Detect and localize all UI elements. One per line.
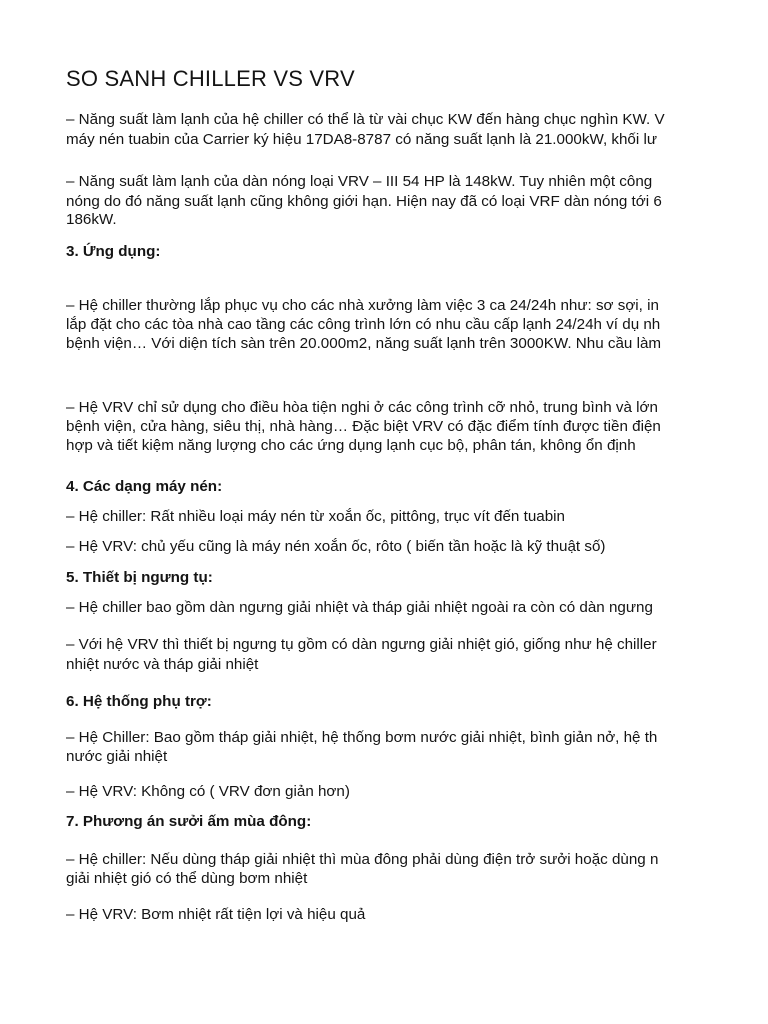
section-heading-ung-dung: 3. Ứng dụng: bbox=[66, 243, 161, 260]
paragraph-line: – Hệ VRV: chủ yếu cũng là máy nén xoắn ốc, rôto ( biến tần hoặc là kỹ thuật số) bbox=[66, 538, 606, 555]
paragraph-line: – Năng suất làm lạnh của hệ chiller có thể là từ vài chục KW đến hàng chục nghìn KW. V bbox=[66, 111, 665, 128]
paragraph-line: – Hệ chiller thường lắp phục vụ cho các nhà xưởng làm việc 3 ca 24/24h như: sơ sợi, in bbox=[66, 297, 659, 314]
paragraph-line: – Với hệ VRV thì thiết bị ngưng tụ gồm có dàn ngưng giải nhiệt gió, giống như hệ chiller bbox=[66, 636, 657, 653]
paragraph-line: – Hệ chiller: Rất nhiều loại máy nén từ xoắn ốc, pittông, trục vít đến tuabin bbox=[66, 508, 565, 525]
paragraph-line: – Hệ VRV: Không có ( VRV đơn giản hơn) bbox=[66, 783, 350, 800]
paragraph-line: nhiệt nước và tháp giải nhiệt bbox=[66, 656, 259, 673]
section-heading-may-nen: 4. Các dạng máy nén: bbox=[66, 478, 223, 495]
paragraph-line: nóng do đó năng suất lạnh cũng không giới hạn. Hiện nay đã có loại VRF dàn nóng tới 6 bbox=[66, 193, 662, 210]
paragraph-line: – Hệ chiller bao gồm dàn ngưng giải nhiệt và tháp giải nhiệt ngoài ra còn có dàn ngưng bbox=[66, 599, 653, 616]
paragraph-line: bệnh viện, cửa hàng, siêu thị, nhà hàng… Đặc biệt VRV có đặc điểm tính được tiền điện bbox=[66, 418, 661, 435]
paragraph-line: – Hệ Chiller: Bao gồm tháp giải nhiệt, hệ thống bơm nước giải nhiệt, bình giản nở, hệ th bbox=[66, 729, 658, 746]
paragraph-line: giải nhiệt gió có thể dùng bơm nhiệt bbox=[66, 870, 308, 887]
paragraph-line: nước giải nhiệt bbox=[66, 748, 168, 765]
paragraph-line: – Năng suất làm lạnh của dàn nóng loại VRV – III 54 HP là 148kW. Tuy nhiên một công bbox=[66, 173, 653, 190]
paragraph-line: máy nén tuabin của Carrier ký hiệu 17DA8-8787 có năng suất lạnh là 21.000kW, khối lư bbox=[66, 131, 658, 148]
paragraph-line: 186kW. bbox=[66, 211, 117, 228]
paragraph-line: – Hệ chiller: Nếu dùng tháp giải nhiệt thì mùa đông phải dùng điện trở sưởi hoặc dùng n bbox=[66, 851, 659, 868]
paragraph-line: – Hệ VRV: Bơm nhiệt rất tiện lợi và hiệu quả bbox=[66, 906, 366, 923]
section-heading-suoi-am: 7. Phương án sưởi ấm mùa đông: bbox=[66, 813, 312, 830]
section-heading-ngung-tu: 5. Thiết bị ngưng tụ: bbox=[66, 569, 213, 586]
paragraph-line: hợp và tiết kiệm năng lượng cho các ứng dụng lạnh cục bộ, phân tán, không ổn định bbox=[66, 437, 636, 454]
section-heading-phu-tro: 6. Hệ thống phụ trợ: bbox=[66, 693, 212, 710]
paragraph-line: bệnh viện… Với diện tích sàn trên 20.000m2, năng suất lạnh trên 3000KW. Nhu cầu làm bbox=[66, 335, 662, 352]
paragraph-line: lắp đặt cho các tòa nhà cao tầng các công trình lớn có nhu cầu cấp lạnh 24/24h ví dụ nh bbox=[66, 316, 661, 333]
document-title: SO SANH CHILLER VS VRV bbox=[66, 66, 355, 91]
paragraph-line: – Hệ VRV chỉ sử dụng cho điều hòa tiện nghi ở các công trình cỡ nhỏ, trung bình và lớn bbox=[66, 399, 658, 416]
